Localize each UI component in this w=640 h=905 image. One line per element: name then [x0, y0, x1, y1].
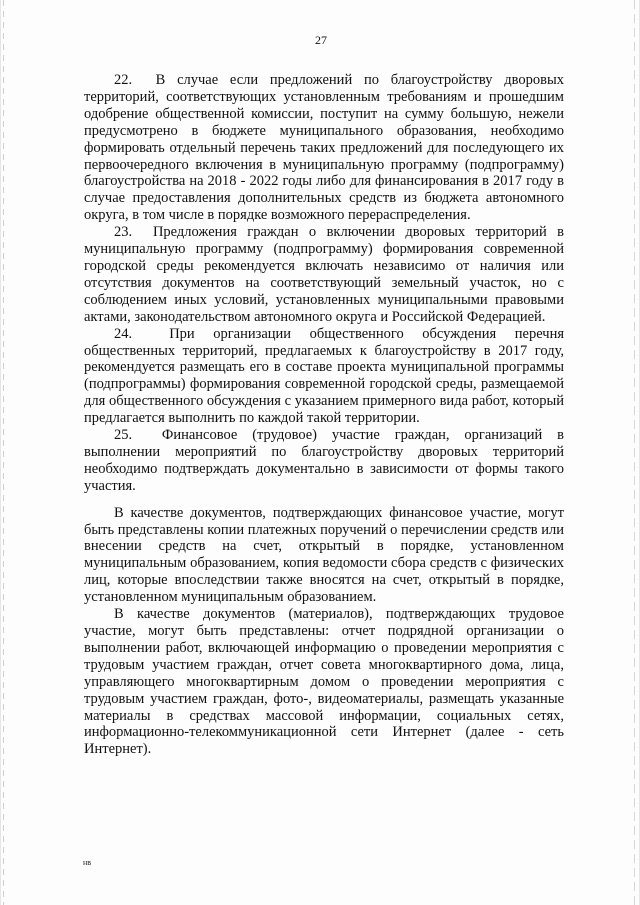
paragraph-financial-participation: В качестве документов, подтверждающих финансовое участие, могут быть представлены копии платежных поручений о перечислении средств или внесении средств на счет, открытый в порядке, установленном муниципальным образованием, копия ведомости сбора средств с физических лиц, которые впоследствии также вносятся на счет, открытый в порядке, установленном муниципальным образованием. — [84, 504, 564, 606]
paragraph-24: 24. При организации общественного обсуждения перечня общественных территорий, предлагаемых к благоустройству в 2017 году, рекомендуется размещать его в составе проекта муниципальной программы (подпрограммы) формирования современной городской среды, размещаемой для общественного обсуждения с указанием примерного вида работ, который предлагается выполнить по каждой такой территории. — [84, 325, 564, 427]
footer-initials: нв — [83, 858, 92, 867]
paragraph-22: 22. В случае если предложений по благоустройству дворовых территорий, соответствующих установленным требованиям и прошедшим одобрение общественной комиссии, поступит на сумму большую, нежели предусмотрено в бюджете муниципального образования, необходимо формировать отдельный перечень таких предложений для последующего их первоочередного включения в муниципальную программу (подпрограмму) благоустройства на 2018 - 2022 годы либо для финансирования в 2017 году в случае предоставления дополнительных средств из бюджета автономного округа, в том числе в порядке возможного перераспределения. — [84, 72, 564, 224]
scan-edge-left — [3, 0, 4, 905]
page-number: 27 — [315, 33, 327, 47]
paragraph-25: 25. Финансовое (трудовое) участие граждан, организаций в выполнении мероприятий по благоустройству дворовых территорий необходимо подтверждать документально в зависимости от формы такого участия. — [84, 427, 564, 494]
document-body — [84, 72, 564, 758]
paragraph-labor-participation: В качестве документов (материалов), подтверждающих трудовое участие, могут быть представлены: отчет подрядной организации о выполнении работ, включающей информацию о проведении мероприятия с трудовым участием граждан, отчет совета многоквартирного дома, лица, управляющего многоквартирным домом о проведении мероприятия с трудовым участием граждан, фото-, видеоматериалы, размещать указанные материалы в средствах массовой информации, социальных сетях, информационно-телекоммуникационной сети Интернет (далее - сеть Интернет). — [84, 606, 564, 758]
scan-edge-right — [634, 0, 635, 905]
paragraph-23: 23. Предложения граждан о включении дворовых территорий в муниципальную программу (подпрограмму) формирования современной городской среды рекомендуется включать независимо от наличия или отсутствия документов на соответствующий земельный участок, но с соблюдением иных условий, установленных муниципальными правовыми актами, законодательством автономного округа и Российской Федерацией. — [84, 224, 564, 325]
